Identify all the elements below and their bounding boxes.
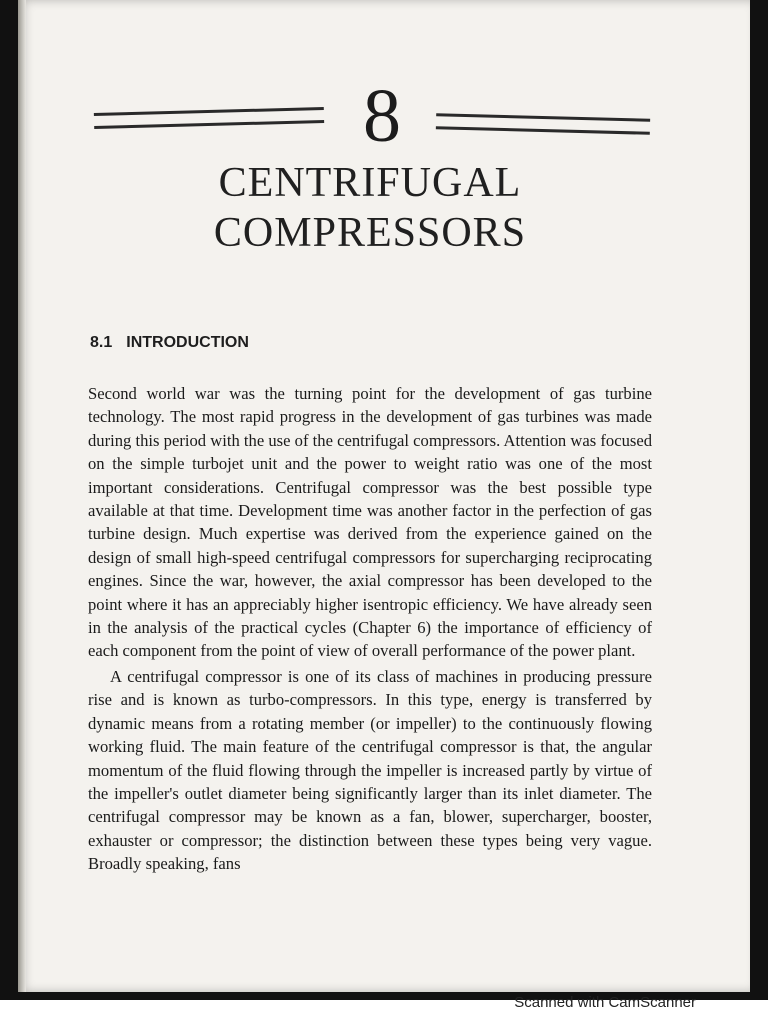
section-number: 8.1 bbox=[90, 334, 113, 351]
body-text bbox=[88, 382, 652, 876]
decorative-rule-right bbox=[436, 113, 650, 135]
paragraph-2: A centrifugal compressor is one of its class of machines in producing pressure rise and is known as turbo-compressors. In this type, energy is transferred by dynamic means from a rotating member (or impeller) to the continuously flowing working fluid. The main feature of the centrifugal compressor is that, the angular momentum of the fluid flowing through the impeller is increased partly by virtue of the impeller's outlet diameter being significantly larger than its inlet diameter. The centrifugal compressor may be known as a fan, blower, supercharger, booster, exhauster or compressor; the distinction between these types being very vague. Broadly speaking, fans bbox=[88, 666, 652, 874]
page-spine-shadow bbox=[18, 0, 26, 992]
chapter-title-line-2: COMPRESSORS bbox=[213, 210, 527, 256]
chapter-number: 8 bbox=[363, 74, 401, 158]
chapter-title-line-1: CENTRIFUGAL bbox=[218, 160, 522, 206]
decorative-rule-left bbox=[94, 107, 324, 129]
scanner-watermark: Scanned with CamScanner bbox=[514, 994, 696, 1011]
section-title: INTRODUCTION bbox=[126, 334, 249, 351]
section-heading bbox=[90, 334, 249, 352]
chapter-title bbox=[150, 158, 590, 258]
chapter-header bbox=[90, 74, 650, 158]
paragraph-1: Second world war was the turning point for the development of gas turbine technology. The most rapid progress in the development of gas turbines was made during this period with the use of the centrifugal compressors. Attention was focused on the simple turbojet unit and the power to weight ratio was one of the most important considerations. Centrifugal compressor was the best possible type available at that time. Development time was another factor in the perfection of gas turbine design. Much expertise was derived from the experience gained on the design of small high-speed centrifugal compressors for supercharging reciprocating engines. Since the war, however, the axial compressor has been developed to the point where it has an appreciably higher isentropic efficiency. We have already seen in the analysis of the practical cycles (Chapter 6) the importance of efficiency of each component from the point of view of overall performance of the power plant. bbox=[88, 384, 652, 661]
